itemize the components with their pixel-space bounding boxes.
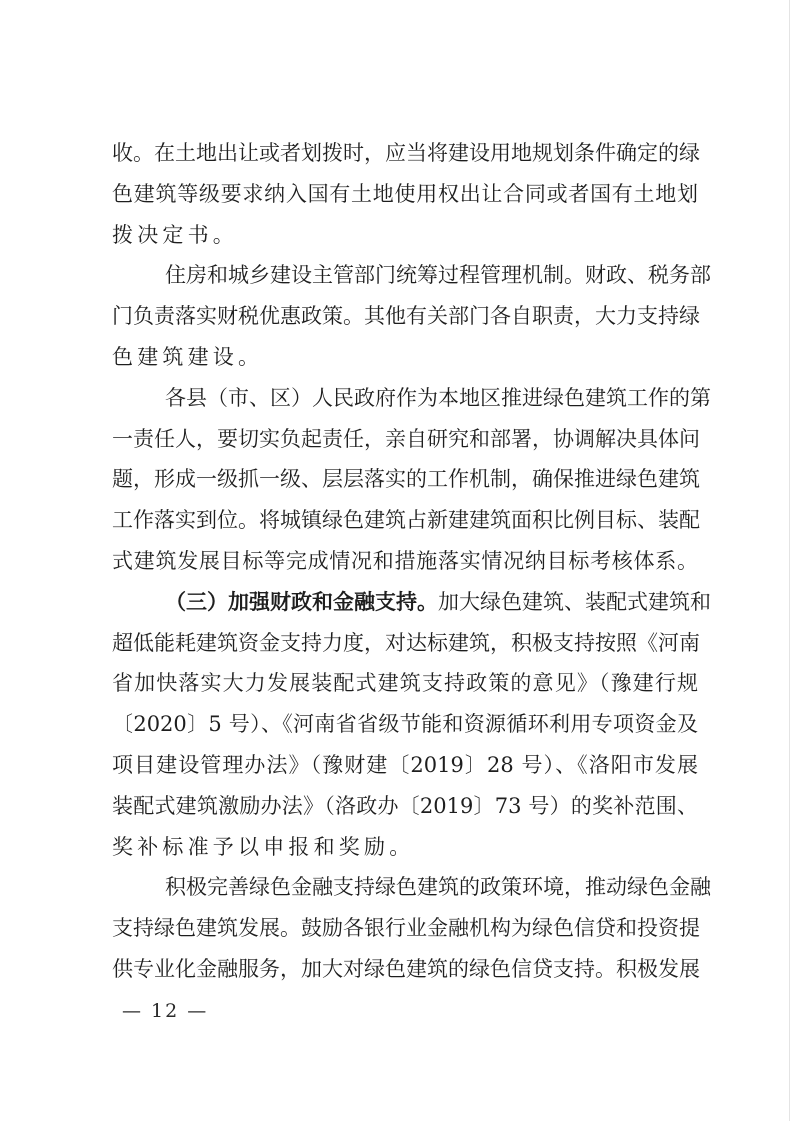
text-line: 色建筑等级要求纳入国有土地使用权出让合同或者国有土地划 (112, 181, 698, 206)
text-line: 式建筑发展目标等完成情况和措施落实情况纳目标考核体系。 (112, 548, 698, 573)
text-line: 项目建设管理办法》（豫财建〔2019〕28 号）、《洛阳市发展 (112, 752, 698, 777)
paragraph-county-government (112, 378, 711, 582)
text-line: 支持绿色建筑发展。鼓励各银行业金融机构为绿色信贷和投资提 (112, 916, 700, 941)
section-heading-line (112, 582, 711, 623)
text-span: 加大绿色建筑、装配式建筑和 (438, 589, 711, 614)
text-line: 拨决定书。 (112, 222, 238, 247)
text-line: 色建筑建设。 (112, 344, 264, 369)
text-line: 积极完善绿色金融支持绿色建筑的政策环境，推动绿色金融 (165, 875, 711, 900)
scan-edge-line (789, 0, 790, 1121)
paragraph-housing-dept (112, 255, 711, 377)
text-line: 装配式建筑激励办法》（洛政办〔2019〕73 号）的奖补范围、 (112, 793, 698, 818)
section-financial-support (112, 582, 711, 868)
text-line: 省加快落实大力发展装配式建筑支持政策的意见》（豫建行规 (112, 671, 698, 696)
text-line: 工作落实到位。将城镇绿色建筑占新建建筑面积比例目标、装配 (112, 508, 700, 533)
section-heading: （三）加强财政和金融支持。 (165, 588, 438, 614)
text-line: 各县（市、区）人民政府作为本地区推进绿色建筑工作的第 (165, 385, 711, 410)
text-line: 一责任人，要切实负起责任，亲自研究和部署，协调解决具体问 (112, 426, 700, 451)
document-body (112, 133, 711, 990)
text-line: 〔2020〕5 号）、《河南省省级节能和资源循环利用专项资金及 (112, 712, 698, 737)
text-line: 供专业化金融服务，加大对绿色建筑的绿色信贷支持。积极发展 (112, 956, 700, 981)
text-line: 门负责落实财税优惠政策。其他有关部门各自职责，大力支持绿 (112, 304, 700, 329)
text-line: 超低能耗建筑资金支持力度，对达标建筑，积极支持按照《河南 (112, 630, 700, 655)
text-line: 住房和城乡建设主管部门统筹过程管理机制。财政、税务部 (165, 263, 711, 288)
paragraph-green-finance (112, 867, 711, 989)
paragraph-land-transfer (112, 133, 698, 255)
page-number: — 12 — (122, 1000, 209, 1022)
text-line: 收。在土地出让或者划拨时，应当将建设用地规划条件确定的绿 (112, 141, 700, 165)
text-line: 题，形成一级抓一级、层层落实的工作机制，确保推进绿色建筑 (112, 467, 700, 492)
text-line: 奖补标准予以申报和奖励。 (112, 834, 415, 859)
